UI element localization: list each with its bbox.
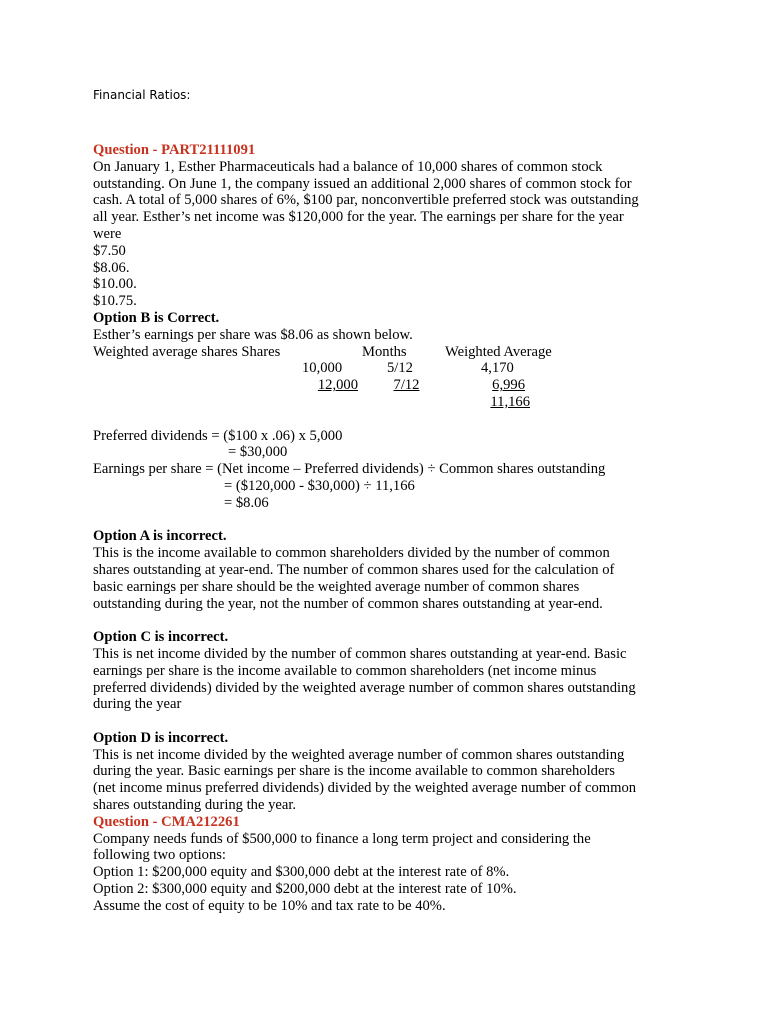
table-row — [93, 360, 693, 377]
explanation-line: shares outstanding during the year. — [93, 797, 297, 814]
calc-line: = $8.06 — [224, 494, 269, 511]
question-text-line: On January 1, Esther Pharmaceuticals had a balance of 10,000 shares of common stock — [93, 158, 603, 175]
explanation-line: This is net income divided by the weighted average number of common shares outstanding — [93, 746, 625, 763]
document-title: Financial Ratios: — [93, 88, 191, 102]
table-cell-shares: 10,000 — [302, 360, 343, 377]
answer-intro: Esther’s earnings per share was $8.06 as shown below. — [93, 326, 413, 343]
table-total: 11,166 — [490, 393, 530, 410]
table-cell-weighted: 4,170 — [481, 360, 514, 377]
table-cell-months: 5/12 — [387, 360, 413, 377]
table-header-shares: Weighted average shares Shares — [93, 343, 281, 360]
calc-line: = ($120,000 - $30,000) ÷ 11,166 — [224, 477, 415, 494]
answer-option: $7.50 — [93, 242, 126, 259]
explanation-line: earnings per share is the income available to common shareholders (net income minus — [93, 662, 597, 679]
question-text-line: Option 2: $300,000 equity and $200,000 debt at the interest rate of 10%. — [93, 881, 517, 898]
table-cell-shares: 12,000 — [317, 377, 358, 394]
question-heading: Question - CMA212261 — [93, 813, 240, 830]
explanation-line: during the year. Basic earnings per share is the income available to common shareholders — [93, 763, 615, 780]
explanation-line: This is net income divided by the number of common shares outstanding at year-end. Basic — [93, 645, 627, 662]
explanation-line: preferred dividends) divided by the weighted average number of common shares outstanding — [93, 679, 636, 696]
explanation-line: basic earnings per share should be the weighted average number of common shares — [93, 578, 580, 595]
question-text-line: Company needs funds of $500,000 to finance a long term project and considering the — [93, 830, 591, 847]
question-text-line: Assume the cost of equity to be 10% and tax rate to be 40%. — [93, 897, 446, 914]
table-cell-weighted: 6,996 — [492, 377, 525, 394]
document-body — [93, 142, 693, 915]
table-row — [93, 377, 693, 394]
option-explanation-heading: Option A is incorrect. — [93, 528, 227, 545]
table-header-row — [93, 344, 693, 361]
explanation-line: outstanding during the year, not the number of common shares outstanding at year-end. — [93, 595, 603, 612]
explanation-line: during the year — [93, 696, 182, 713]
question-text-line: all year. Esther’s net income was $120,000 for the year. The earnings per share for the year — [93, 209, 624, 226]
table-total-row — [93, 394, 693, 411]
table-header-months: Months — [362, 343, 407, 360]
calc-line: Preferred dividends = ($100 x .06) x 5,000 — [93, 427, 343, 444]
option-explanation-heading: Option D is incorrect. — [93, 729, 229, 746]
question-text-line: following two options: — [93, 847, 226, 864]
calc-line: = $30,000 — [228, 444, 288, 461]
table-cell-months: 7/12 — [393, 377, 420, 394]
answer-option: $10.00. — [93, 276, 137, 293]
explanation-line: This is the income available to common shareholders divided by the number of common — [93, 545, 610, 562]
option-explanation-heading: Option C is incorrect. — [93, 629, 229, 646]
answer-option: $10.75. — [93, 293, 137, 310]
question-heading: Question - PART21111091 — [93, 142, 256, 158]
question-text-line: Option 1: $200,000 equity and $300,000 debt at the interest rate of 8%. — [93, 864, 510, 881]
explanation-line: shares outstanding at year-end. The number of common shares used for the calculation of — [93, 561, 615, 578]
question-text-line: were — [93, 225, 122, 242]
calc-line: Earnings per share = (Net income – Preferred dividends) ÷ Common shares outstanding — [93, 461, 606, 478]
answer-option: $8.06. — [93, 259, 130, 276]
explanation-line: (net income minus preferred dividends) divided by the weighted average number of common — [93, 780, 637, 797]
question-text-line: outstanding. On June 1, the company issued an additional 2,000 shares of common stock for — [93, 175, 632, 192]
correct-option-heading: Option B is Correct. — [93, 309, 220, 326]
table-header-weighted: Weighted Average — [445, 343, 552, 360]
question-text-line: cash. A total of 5,000 shares of 6%, $100 par, nonconvertible preferred stock was outstanding — [93, 192, 639, 209]
